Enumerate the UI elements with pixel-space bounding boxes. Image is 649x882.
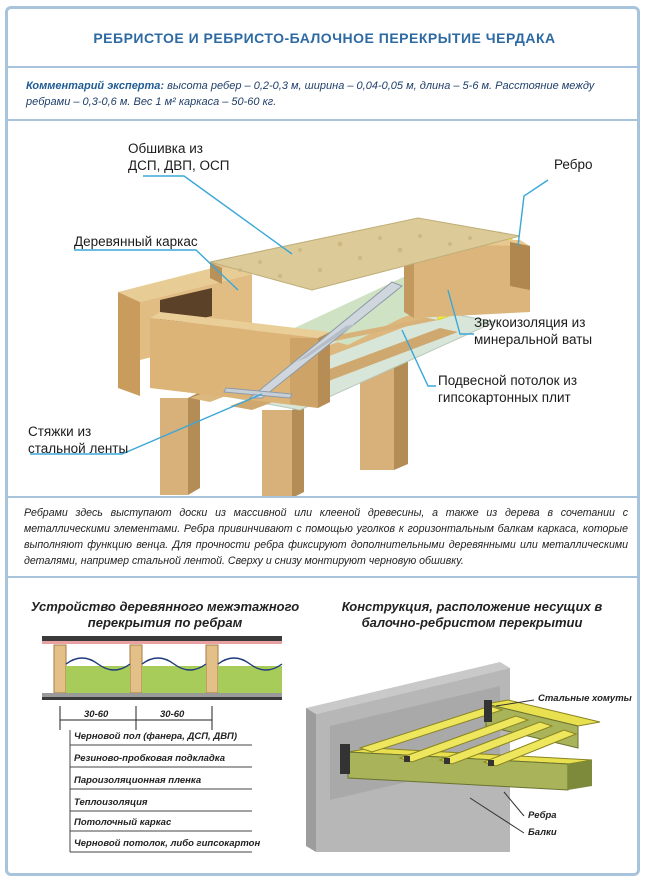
layer-label-insulation: Теплоизоляция — [74, 797, 148, 808]
left-panel-title-line1: Устройство деревянного межэтажного — [30, 599, 300, 614]
layer-label-vapor-barrier: Пароизоляционная пленка — [74, 775, 202, 786]
label-soundproofing-line1: Звукоизоляция из — [474, 315, 586, 330]
description-text: Ребрами здесь выступают доски из массивной или клееной древесины, а также из дерева в сочетании с металлическими элементами. Ребра привинчивают с помощью уголков к горизонтальным балкам каркаса, которые выполняют функцию венца. Для прочности ребра фиксируют дополнительными деревянными или металлическими деталями, например стальной лентой. Сверху и снизу монтируют черновую обшивку. — [24, 507, 628, 567]
right-panel-title-line2: балочно-ребристом перекрытии — [361, 615, 583, 630]
label-ties-line1: Стяжки из — [28, 424, 92, 439]
label-rib: Ребро — [554, 157, 593, 172]
label-ties-line2: стальной ленты — [28, 441, 129, 456]
right-panel-title-line1: Конструкция, расположение несущих в — [341, 599, 603, 614]
dimension-label-1: 30-60 — [84, 709, 109, 720]
layer-label-subfloor: Черновой пол (фанера, ДСП, ДВП) — [74, 731, 238, 742]
comment-text: высота ребер – 0,2-0,3 м, ширина – 0,04-0,05 м, длина – 5-6 м. Расстояние между ребрами – 0,3-0,6 м. Вес 1 м² каркаса – 50-60 кг. — [26, 80, 595, 108]
label-cladding-line2: ДСП, ДВП, ОСП — [128, 158, 230, 173]
layer-label-rubber-cork: Резиново-пробковая подкладка — [74, 753, 226, 764]
layer-label-ceiling-frame: Потолочный каркас — [74, 817, 172, 828]
label-cladding-line1: Обшивка из — [128, 141, 203, 156]
label-soundproofing-line2: минеральной ваты — [474, 332, 593, 347]
label-wooden-frame: Деревянный каркас — [74, 234, 198, 249]
layer-label-rough-ceiling: Черновой потолок, либо гипсокартон — [74, 838, 261, 849]
dimension-label-2: 30-60 — [160, 709, 185, 720]
label-ceiling-line2: гипсокартонных плит — [438, 390, 571, 405]
left-panel-title-line2: перекрытия по ребрам — [87, 615, 243, 630]
comment-label: Комментарий эксперта: — [26, 80, 165, 92]
label-steel-clamps: Стальные хомуты — [538, 693, 632, 704]
label-beams: Балки — [528, 827, 557, 838]
label-ribs: Ребра — [528, 810, 557, 821]
label-ceiling-line1: Подвесной потолок из — [438, 373, 578, 388]
page-title: РЕБРИСТОЕ И РЕБРИСТО-БАЛОЧНОЕ ПЕРЕКРЫТИЕ ЧЕРДАКА — [93, 30, 556, 46]
